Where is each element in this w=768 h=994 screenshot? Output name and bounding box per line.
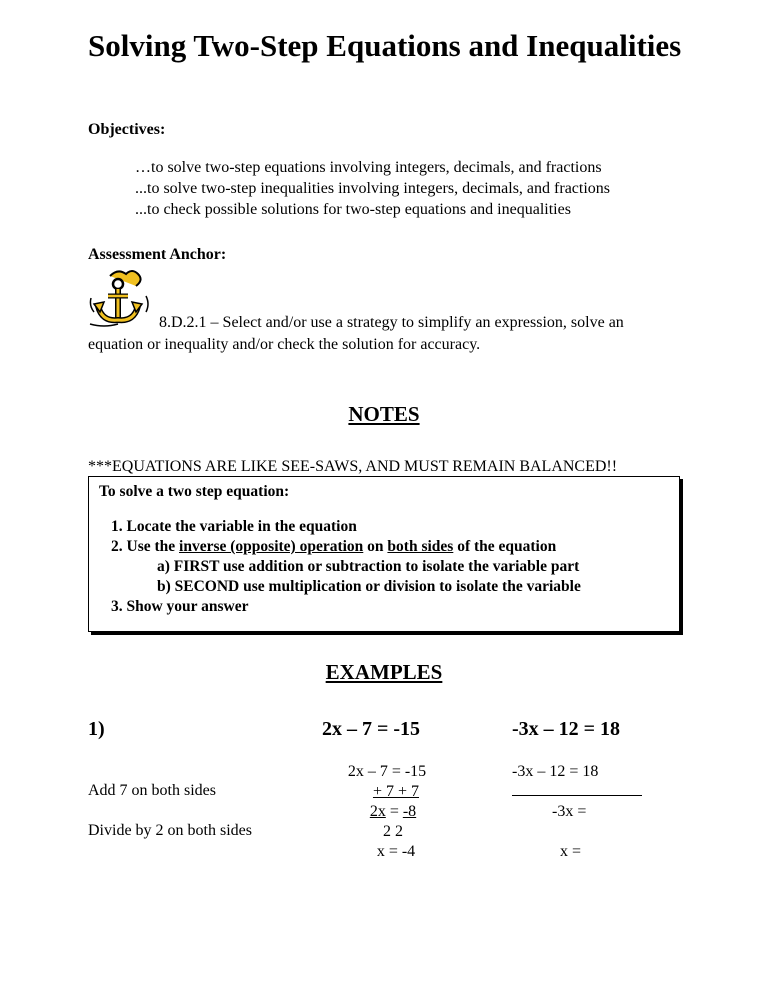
worked-solution-b: [512, 762, 652, 862]
work-line: 2x – 7 = -15: [347, 763, 427, 780]
step-2a: a) FIRST use addition or subtraction to isolate the variable part: [157, 558, 580, 575]
both-sides-term: both sides: [387, 538, 454, 555]
work-blank-line: [512, 782, 652, 802]
steps-box-title: To solve a two step equation:: [99, 483, 290, 500]
answer-blank: [512, 783, 642, 796]
example-equation-b: -3x – 12 = 18: [512, 718, 621, 740]
notes-heading: NOTES: [348, 402, 420, 426]
step-2b: b) SECOND use multiplication or division to isolate the variable: [157, 578, 581, 595]
work-line-divisors: 2 2: [383, 823, 403, 840]
steps-list: [99, 517, 669, 617]
inverse-operation-term: inverse (opposite) operation: [179, 538, 364, 555]
page-title: Solving Two-Step Equations and Inequalities: [88, 28, 682, 63]
examples-heading: EXAMPLES: [325, 660, 443, 684]
work-line: -3x – 12 = 18: [512, 763, 599, 780]
step-label-divide: Divide by 2 on both sides: [88, 822, 252, 839]
anchor-icon: [88, 266, 160, 330]
step-label-add: Add 7 on both sides: [88, 782, 216, 799]
objectives-list: [135, 157, 610, 220]
work-line-add: + 7 + 7: [372, 783, 420, 800]
objective-item: ...to solve two-step inequalities involving integers, decimals, and fractions: [135, 180, 611, 197]
work-line-result: 2x = -8: [369, 803, 417, 820]
step-3: 3. Show your answer: [111, 598, 249, 615]
assessment-anchor-label: Assessment Anchor:: [88, 246, 227, 263]
steps-box: [88, 476, 680, 632]
assessment-anchor-text: 8.D.2.1 – Select and/or use a strategy to simplify an expression, solve an: [159, 314, 624, 331]
work-line-answer: x =: [560, 843, 582, 860]
worked-solution-a: [322, 762, 452, 862]
assessment-anchor-text-continued: equation or inequality and/or check the solution for accuracy.: [88, 336, 481, 353]
objectives-label: Objectives:: [88, 121, 166, 138]
step-1: 1. Locate the variable in the equation: [111, 518, 357, 535]
example-equation-a: 2x – 7 = -15: [322, 718, 421, 740]
step-2: 2. Use the inverse (opposite) operation on both sides of the equation: [111, 538, 557, 555]
work-line-answer: x = -4: [376, 843, 416, 860]
work-spacer: [512, 822, 652, 842]
objective-item: ...to check possible solutions for two-step equations and inequalities: [135, 201, 571, 218]
work-line-result: -3x =: [552, 803, 587, 820]
example-number: 1): [88, 718, 105, 740]
objective-item: …to solve two-step equations involving integers, decimals, and fractions: [135, 159, 602, 176]
balance-note: ***EQUATIONS ARE LIKE SEE-SAWS, AND MUST REMAIN BALANCED!!: [88, 458, 618, 475]
